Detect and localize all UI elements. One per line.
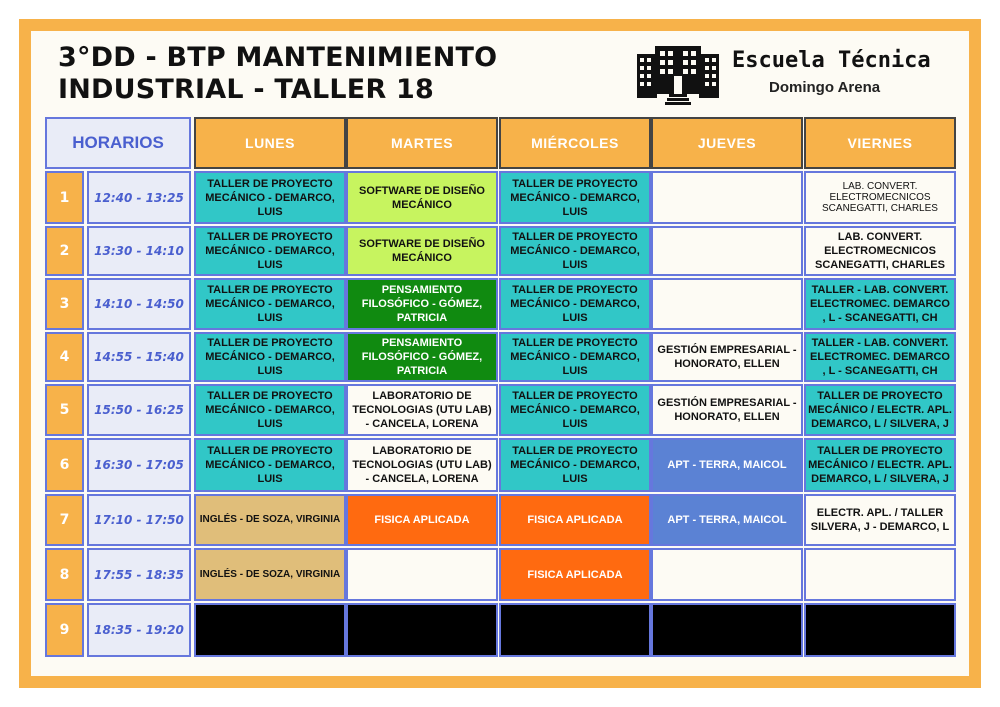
schedule-cell: TALLER DE PROYECTO MECÁNICO - DEMARCO, LUIS [499, 278, 651, 330]
period-number: 1 [45, 171, 84, 224]
schedule-cell: GESTIÓN EMPRESARIAL - HONORATO, ELLEN [651, 332, 803, 382]
day-header-1: LUNES [194, 117, 346, 169]
period-time: 15:50 - 16:25 [87, 384, 191, 436]
school-subtitle: Domingo Arena [769, 79, 881, 96]
schedule-cell: INGLÉS - DE SOZA, VIRGINIA [194, 548, 346, 601]
school-building-icon [637, 44, 719, 106]
horarios-header: HORARIOS [45, 117, 191, 169]
schedule-cell: APT - TERRA, MAICOL [651, 494, 803, 546]
schedule-cell: TALLER DE PROYECTO MECÁNICO / ELECTR. APL. DEMARCO, L / SILVERA, J [804, 384, 956, 436]
schedule-cell: LABORATORIO DE TECNOLOGIAS (UTU LAB) - CANCELA, LORENA [346, 438, 498, 492]
schedule-cell: LABORATORIO DE TECNOLOGIAS (UTU LAB) - CANCELA, LORENA [346, 384, 498, 436]
period-time: 14:55 - 15:40 [87, 332, 191, 382]
schedule-cell [804, 603, 956, 657]
schedule-cell: TALLER - LAB. CONVERT. ELECTROMEC. DEMARCO , L - SCANEGATTI, CH [804, 278, 956, 330]
schedule-cell: PENSAMIENTO FILOSÓFICO - GÓMEZ, PATRICIA [346, 332, 498, 382]
period-time: 16:30 - 17:05 [87, 438, 191, 492]
schedule-cell [346, 548, 498, 601]
schedule-cell: FISICA APLICADA [499, 548, 651, 601]
schedule-cell: TALLER DE PROYECTO MECÁNICO - DEMARCO, LUIS [194, 332, 346, 382]
schedule-cell: TALLER DE PROYECTO MECÁNICO / ELECTR. APL. DEMARCO, L / SILVERA, J [804, 438, 956, 492]
title-line-1: 3°DD - BTP MANTENIMIENTO [58, 42, 498, 73]
schedule-cell: GESTIÓN EMPRESARIAL - HONORATO, ELLEN [651, 384, 803, 436]
period-number: 9 [45, 603, 84, 657]
schedule-cell: TALLER DE PROYECTO MECÁNICO - DEMARCO, LUIS [194, 438, 346, 492]
schedule-cell [194, 603, 346, 657]
schedule-cell: TALLER DE PROYECTO MECÁNICO - DEMARCO, LUIS [499, 332, 651, 382]
period-number: 6 [45, 438, 84, 492]
schedule-cell: SOFTWARE DE DISEÑO MECÁNICO [346, 226, 498, 276]
schedule-cell: SOFTWARE DE DISEÑO MECÁNICO [346, 171, 498, 224]
schedule-cell: TALLER DE PROYECTO MECÁNICO - DEMARCO, LUIS [499, 438, 651, 492]
schedule-cell [804, 548, 956, 601]
schedule-cell: TALLER DE PROYECTO MECÁNICO - DEMARCO, LUIS [194, 171, 346, 224]
schedule-cell [499, 603, 651, 657]
schedule-cell [346, 603, 498, 657]
period-number: 4 [45, 332, 84, 382]
schedule-cell: LAB. CONVERT. ELECTROMECNICOS SCANEGATTI, CHARLES [804, 226, 956, 276]
schedule-cell [651, 171, 803, 224]
schedule-cell [651, 548, 803, 601]
schedule-cell: TALLER DE PROYECTO MECÁNICO - DEMARCO, LUIS [194, 226, 346, 276]
period-time: 17:10 - 17:50 [87, 494, 191, 546]
period-time: 14:10 - 14:50 [87, 278, 191, 330]
schedule-cell: LAB. CONVERT. ELECTROMECNICOS SCANEGATTI, CHARLES [804, 171, 956, 224]
page-title [58, 42, 578, 106]
schedule-cell [651, 603, 803, 657]
schedule-cell: APT - TERRA, MAICOL [651, 438, 803, 492]
schedule-cell: PENSAMIENTO FILOSÓFICO - GÓMEZ, PATRICIA [346, 278, 498, 330]
schedule-cell: TALLER - LAB. CONVERT. ELECTROMEC. DEMARCO , L - SCANEGATTI, CH [804, 332, 956, 382]
day-header-2: MARTES [346, 117, 498, 169]
schedule-cell: TALLER DE PROYECTO MECÁNICO - DEMARCO, LUIS [194, 278, 346, 330]
period-time: 18:35 - 19:20 [87, 603, 191, 657]
school-name: Escuela Técnica [732, 48, 931, 73]
schedule-cell: TALLER DE PROYECTO MECÁNICO - DEMARCO, LUIS [499, 226, 651, 276]
period-time: 12:40 - 13:25 [87, 171, 191, 224]
schedule-cell: INGLÉS - DE SOZA, VIRGINIA [194, 494, 346, 546]
day-header-5: VIERNES [804, 117, 956, 169]
schedule-cell: FISICA APLICADA [346, 494, 498, 546]
schedule-cell: FISICA APLICADA [499, 494, 651, 546]
period-number: 3 [45, 278, 84, 330]
day-header-3: MIÉRCOLES [499, 117, 651, 169]
period-number: 5 [45, 384, 84, 436]
period-number: 8 [45, 548, 84, 601]
title-line-2: INDUSTRIAL - TALLER 18 [58, 74, 435, 105]
period-time: 13:30 - 14:10 [87, 226, 191, 276]
period-number: 2 [45, 226, 84, 276]
schedule-cell: TALLER DE PROYECTO MECÁNICO - DEMARCO, LUIS [194, 384, 346, 436]
schedule-cell [651, 278, 803, 330]
period-number: 7 [45, 494, 84, 546]
schedule-cell [651, 226, 803, 276]
schedule-cell: TALLER DE PROYECTO MECÁNICO - DEMARCO, LUIS [499, 384, 651, 436]
period-time: 17:55 - 18:35 [87, 548, 191, 601]
schedule-cell: TALLER DE PROYECTO MECÁNICO - DEMARCO, LUIS [499, 171, 651, 224]
schedule-cell: ELECTR. APL. / TALLER SILVERA, J - DEMARCO, L [804, 494, 956, 546]
day-header-4: JUEVES [651, 117, 803, 169]
